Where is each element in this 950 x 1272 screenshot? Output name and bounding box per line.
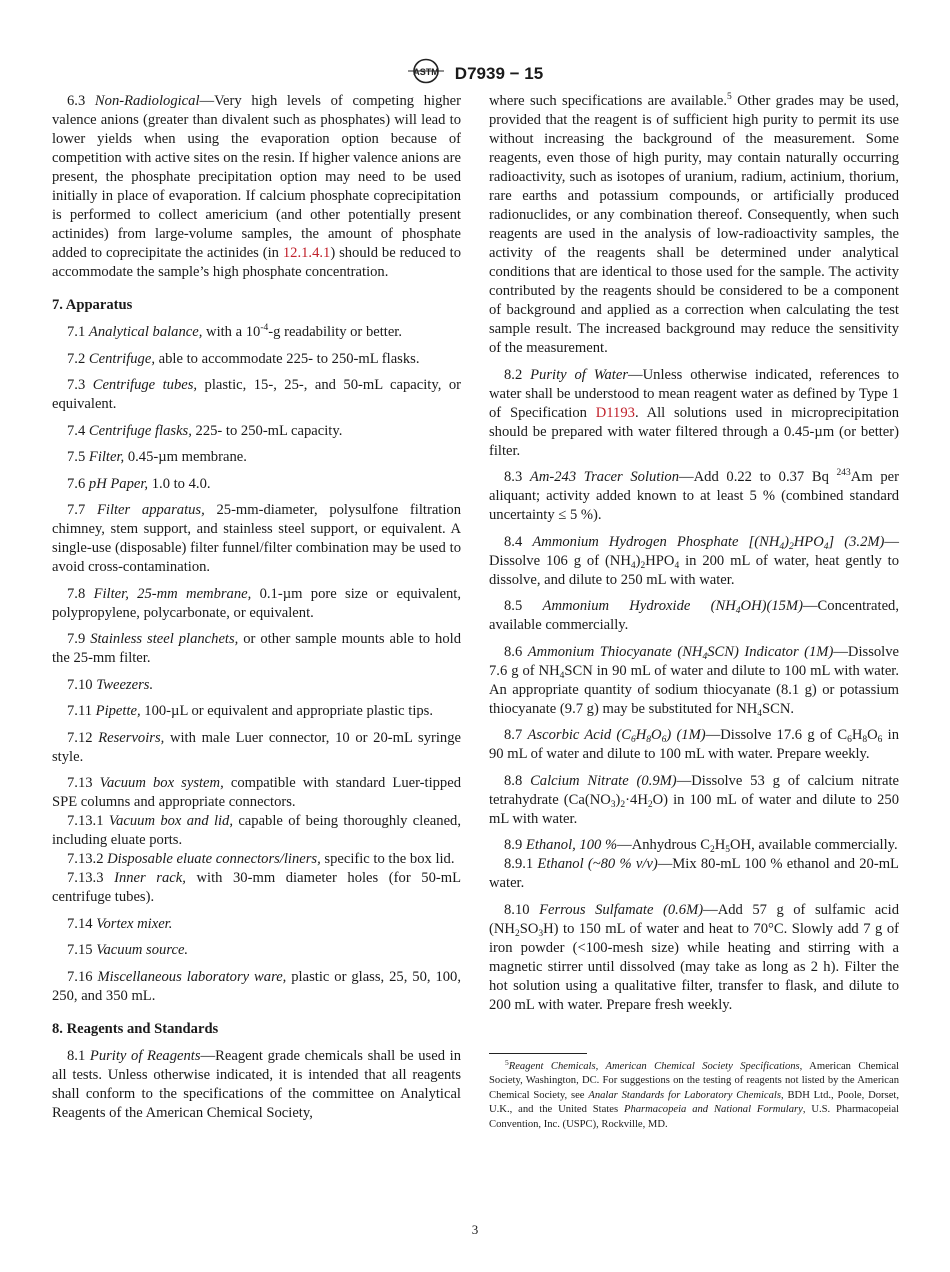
page-header — [0, 58, 950, 89]
left-column — [52, 92, 461, 1130]
paragraph-7-13-1: 7.13.1 Vacuum box and lid, capable of being thoroughly cleaned, including eluate ports. — [52, 813, 461, 848]
svg-text:ASTM: ASTM — [413, 67, 439, 77]
paragraph-7-5: 7.5 Filter, 0.45-µm membrane. — [67, 449, 247, 465]
paragraph-7-10: 7.10 Tweezers. — [67, 676, 154, 693]
section-link-12-1-4-1[interactable]: 12.1.4.1 — [282, 245, 331, 261]
paragraph-6-3: 6.3 Non-Radiological—Very high levels of competing higher valence anions (greater than divalent such as phosphates) will lead to lower yields when using the evaporation option because of competition with active sites on the resin. If higher valence anions are present, the phosphate precipitation option may need to be used initially in place of evaporation. If calcium phosphate coprecipitation is performed to collect americium (and other potentially present actinides) from large-volume samples, the amount of phosphate added to coprecipitate the actinides (in 12.1.4.1) should be reduced to accommodate the sample’s high phosphate concentration. — [52, 93, 462, 280]
document-id: D7939 − 15 — [454, 63, 544, 83]
paragraph-8-3: 8.3 Am-243 Tracer Solution—Add 0.22 to 0.37 Bq $^{243}$Am per aliquant; activity added known to at least 5 % (combined standard uncertainty ≤ 5 %). — [489, 468, 899, 523]
astm-logo-icon — [407, 58, 445, 89]
paragraph-8-10: 8.10 Ferrous Sulfamate (0.6M)—Add 57 g of sulfamic acid $(NH_2SO_3H)$ to 150 mL of water and heat to 70°C. Slowly add 7 g of iron powder (<100-mesh size) while heating and stirring with a magnetic stirrer until dissolved (may take as long as 2 h). Filter the hot solution using a qualitative filter, transfer to flask, and dilute to 200 mL with water. Prepare fresh weekly. — [489, 901, 900, 1013]
paragraph-7-3: 7.3 Centrifuge tubes, plastic, 15-, 25-, and 50-mL capacity, or equivalent. — [52, 377, 461, 412]
paragraph-7-15: 7.15 Vacuum source. — [67, 942, 189, 958]
paragraph-7-13-3: 7.13.3 Inner rack, with 30-mm diameter holes (for 50-mL centrifuge tubes). — [52, 870, 461, 905]
paragraph-8-1: 8.1 Purity of Reagents—Reagent grade chemicals shall be used in all tests. Unless otherwise indicated, it is intended that all reagents shall conform to the specifications of the committee on Analytical Reagents of the American Chemical Society, — [52, 1047, 462, 1121]
section-heading-apparatus: 7. Apparatus — [52, 297, 133, 313]
paragraph-8-6: 8.6 Ammonium Thiocyanate $(NH_4SCN)$ Indicator (1M)—Dissolve 7.6 g of $NH_4SCN$ in 90 mL of water and dilute to 100 mL with water. An appropriate quantity of sodium thiocyanate (8.1 g) or potassium thiocyanate (9.7 g) may be substituted for $NH_4SCN$. — [489, 643, 899, 719]
page-number: 3 — [471, 1222, 479, 1237]
paragraph-7-13: 7.13 Vacuum box system, compatible with standard Luer-tipped SPE columns and appropriate connectors. — [52, 775, 461, 810]
paragraph-7-7: 7.7 Filter apparatus, 25-mm-diameter, polysulfone filtration chimney, stem support, and stainless steel support, or equivalent. A single-use (disposable) filter funnel/filter combination may be used to avoid cross-contamination. — [52, 502, 461, 575]
footnote-ref-5[interactable]: 5 — [727, 92, 732, 102]
footnote-divider — [489, 1053, 587, 1054]
footnote-5: $^5$Reagent Chemicals, American Chemical Society Specifications, American Chemical Society, Washington, DC. For suggestions on the testing of reagents not listed by the American Chemical Society, see Analar Standards for Laboratory Chemicals, BDH Ltd., Poole, Dorset, U.K., and the United States Pharmacopeia and National Formulary, U.S. Pharmacopeial Convention, Inc. (USPC), Rockville, MD. — [489, 1057, 899, 1130]
paragraph-8-9: 8.9 Ethanol, 100 %—Anhydrous $C_2H_5OH$, available commercially. — [504, 837, 898, 855]
paragraph-7-4: 7.4 Centrifuge flasks, 225- to 250-mL capacity. — [67, 422, 343, 439]
paragraph-8-1-continued: where such specifications are available.$^5$ Other grades may be used, provided that the reagent is of sufficient high purity to permit its use without increasing the background of the measurement. Some reagents, even those of high purity, may contain naturally occurring radioactivity, such as isotopes of uranium, radium, actinium, thorium, rare earths and potassium compounds, or artificially produced radionuclides, or any combination thereof. Consequently, when such reagents are used in the analysis of low-radioactivity samples, the activity of the reagents shall be determined under analytical conditions that are identical to those used for the sample. The activity contributed by the reagents should be considered to be a component of background and applied as a correction when calculating the test sample result. The increased background may reduce the sensitivity of the measurement. — [489, 92, 899, 356]
paragraph-8-7: 8.7 Ascorbic Acid $(C_6H_8O_6)$ (1M)—Dissolve 17.6 g of $C_6H_8O_6$ in 90 mL of water and dilute to 100 mL with water. Prepare weekly. — [489, 727, 900, 762]
section-heading-reagents: 8. Reagents and Standards — [52, 1020, 219, 1037]
paragraph-7-2: 7.2 Centrifuge, able to accommodate 225- to 250-mL flasks. — [67, 350, 420, 367]
right-column — [489, 92, 899, 1132]
paragraph-7-11: 7.11 Pipette, 100-µL or equivalent and appropriate plastic tips. — [67, 703, 433, 719]
paragraph-7-6: 7.6 pH Paper, 1.0 to 4.0. — [67, 475, 211, 492]
paragraph-7-13-2: 7.13.2 Disposable eluate connectors/liners, specific to the box lid. — [67, 851, 455, 867]
paragraph-7-12: 7.12 Reservoirs, with male Luer connector, 10 or 20-mL syringe style. — [52, 729, 461, 765]
paragraph-7-1: 7.1 Analytical balance, with a $10^{-4}-g$ readability or better. — [67, 323, 403, 340]
spec-link-d1193[interactable]: D1193 — [595, 404, 635, 421]
paragraph-8-5: 8.5 Ammonium Hydroxide $(NH_4OH)(15M)—Concentrated$, available commercially. — [489, 598, 899, 633]
paragraph-7-16: 7.16 Miscellaneous laboratory ware, plastic or glass, 25, 50, 100, 250, and 350 mL. — [52, 968, 461, 1004]
paragraph-8-4: 8.4 Ammonium Hydrogen Phosphate $[(NH_4)_2HPO_4]$ (3.2M)—Dissolve 106 g of $(NH_4)_2HPO_4$ in 200 mL of water, heat gently to dissolve, and dilute to 250 mL with water. — [489, 533, 899, 588]
paragraph-7-8: 7.8 Filter, 25-mm membrane, 0.1-µm pore size or equivalent, polypropylene, polycarbonate, or equivalent. — [52, 585, 461, 621]
paragraph-8-2: 8.2 Purity of Water—Unless otherwise indicated, references to water shall be understood to mean reagent water as defined by Type 1 of Specification D1193. All solutions used in microprecipitation should be prepared with water filtered through a 0.45-µm (or better) filter. — [489, 366, 900, 459]
paragraph-7-9: 7.9 Stainless steel planchets, or other sample mounts able to hold the 25-mm filter. — [52, 631, 461, 666]
paragraph-7-14: 7.14 Vortex mixer. — [67, 915, 173, 932]
paragraph-8-8: 8.8 Calcium Nitrate (0.9M)—Dissolve 53 g of calcium nitrate tetrahydrate $(Ca(NO_3)_2\cdot 4H_2O)$ in 100 mL of water and dilute to 250 mL with water. — [489, 772, 899, 827]
paragraph-8-9-1: 8.9.1 Ethanol (~80 % v/v)—Mix 80-mL 100 % ethanol and 20-mL water. — [489, 856, 899, 891]
